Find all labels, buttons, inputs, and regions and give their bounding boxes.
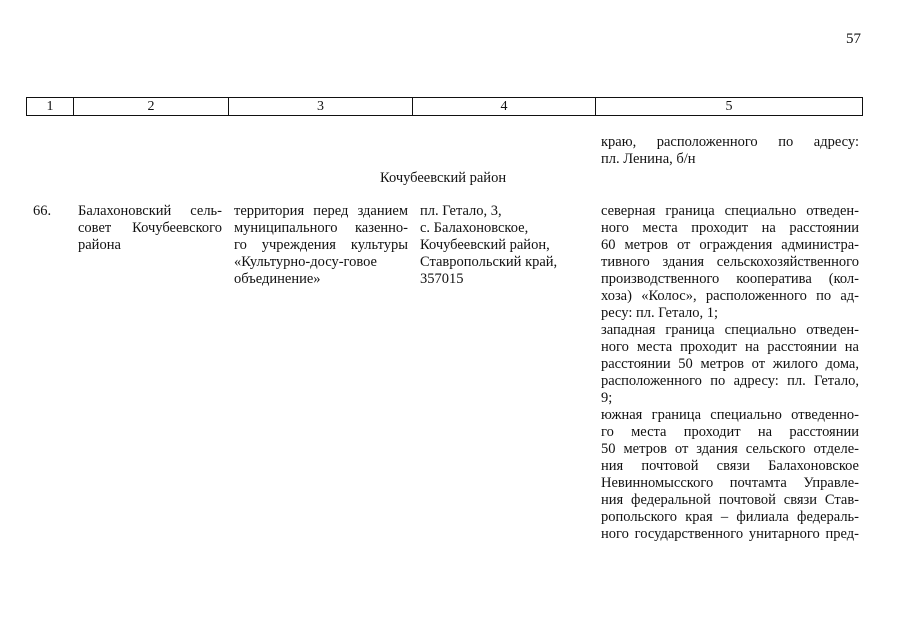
border-line: ного места проходит на расстоянии на [601, 339, 859, 355]
row-borders-cell [601, 203, 859, 543]
page-number: 57 [846, 31, 861, 47]
border-line: ресу: пл. Гетало, 1; [601, 305, 719, 321]
column-number-4: 4 [413, 98, 596, 116]
border-line: 50 метров от здания сельского отделе- [601, 441, 859, 457]
border-line: расстоянии 50 метров от жилого дома, [601, 356, 859, 372]
border-line: расположенного по адресу: пл. Гетало, [601, 373, 859, 389]
border-line: ния почтовой связи Балахоновское [601, 458, 859, 474]
address-line: Кочубеевский район, [420, 237, 550, 253]
address-line: пл. Гетало, 3, [420, 203, 502, 219]
name-line: района [78, 237, 121, 253]
district-title: Кочубеевский район [380, 170, 507, 186]
continuation-line: краю, расположенного по адресу: [601, 134, 859, 150]
column-number-header [26, 97, 863, 116]
border-line: го места проходит на расстоянии [601, 424, 859, 440]
border-line: ропольского края – филиала федераль- [601, 509, 859, 525]
name-line: совет Кочубеевского [78, 220, 222, 236]
territory-line: го учреждения культуры [234, 237, 408, 253]
border-line: хоза) «Колос», расположенного по ад- [601, 288, 859, 304]
row-address-cell [420, 203, 590, 288]
territory-line: территория перед зданием [234, 203, 408, 219]
address-line: Ставропольский край, [420, 254, 558, 270]
column-number-1: 1 [27, 98, 74, 116]
row-name-cell [78, 203, 222, 254]
continuation-text [601, 134, 859, 168]
continuation-line: пл. Ленина, б/н [601, 151, 696, 167]
address-line: 357015 [420, 271, 464, 287]
territory-line: объединение» [234, 271, 321, 287]
row-territory-cell [234, 203, 408, 288]
address-line: с. Балахоновское, [420, 220, 529, 236]
column-number-5: 5 [596, 98, 863, 116]
row-number: 66. [33, 203, 52, 219]
border-line: Невинномысского почтамта Управле- [601, 475, 859, 491]
border-line: западная граница специально отведен- [601, 322, 859, 338]
name-line: Балахоновский сель- [78, 203, 222, 219]
border-line: северная граница специально отведен- [601, 203, 859, 219]
border-line: тивного здания сельскохозяйственного [601, 254, 859, 270]
border-line: 9; [601, 390, 613, 406]
column-number-2: 2 [74, 98, 229, 116]
border-line: 60 метров от ограждения администра- [601, 237, 859, 253]
border-line: ного места проходит на расстоянии [601, 220, 859, 236]
border-line: ния федеральной почтовой связи Став- [601, 492, 859, 508]
border-line: ного государственного унитарного пред- [601, 526, 859, 542]
column-number-3: 3 [229, 98, 413, 116]
border-line: производственного кооператива (кол- [601, 271, 859, 287]
territory-line: «Культурно-досу-говое [234, 254, 377, 270]
border-line: южная граница специально отведенно- [601, 407, 859, 423]
territory-line: муниципального казенно- [234, 220, 408, 236]
